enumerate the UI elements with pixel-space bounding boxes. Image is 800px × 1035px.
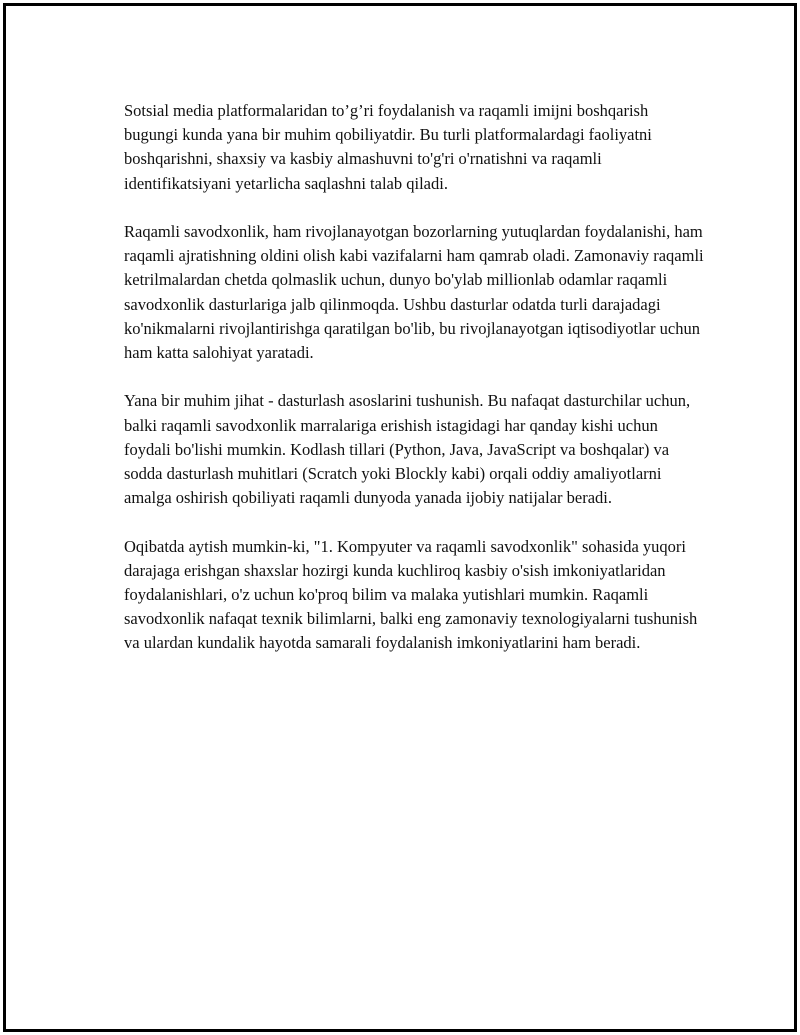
document-body <box>124 99 704 680</box>
paragraph-2: Raqamli savodxonlik, ham rivojlanayotgan bozorlarning yutuqlardan foydalanishi, ham raqamli ajratishning oldini olish kabi vazifalarni ham qamrab oladi. Zamonaviy raqamli ketrilmalardan chetda qolmaslik uchun, dunyo bo'ylab millionlab odamlar raqamli savodxonlik dasturlariga jalb qilinmoqda. Ushbu dasturlar odatda turli darajadagi ko'nikmalarni rivojlantirishga qaratilgan bo'lib, bu rivojlanayotgan iqtisodiyotlar uchun ham katta salohiyat yaratadi. <box>124 222 704 363</box>
paragraph-1: Sotsial media platformalaridan to’g’ri foydalanish va raqamli imijni boshqarish bugungi kunda yana bir muhim qobiliyatdir. Bu turli platformalardagi faoliyatni boshqarishni, shaxsiy va kasbiy almashuvni to'g'ri o'rnatishni va raqamli identifikatsiyani yetarlicha saqlashni talab qiladi. <box>124 101 652 193</box>
page-frame <box>3 3 797 1032</box>
paragraph-4: Oqibatda aytish mumkin-ki, "1. Kompyuter va raqamli savodxonlik" sohasida yuqori darajaga erishgan shaxslar hozirgi kunda kuchliroq kasbiy o'sish imkoniyatlaridan foydalanishlari, o'z uchun ko'proq bilim va malaka yutishlari mumkin. Raqamli savodxonlik nafaqat texnik bilimlarni, balki eng zamonaviy texnologiyalarni tushunish va ulardan kundalik hayotda samarali foydalanish imkoniyatlarini ham beradi. <box>124 536 698 653</box>
paragraph-3: Yana bir muhim jihat - dasturlash asoslarini tushunish. Bu nafaqat dasturchilar uchun, balki raqamli savodxonlik marralariga erishish istagidagi har qanday kishi uchun foydali bo'lishi mumkin. Kodlash tillari (Python, Java, JavaScript va boshqalar) va sodda dasturlash muhitlari (Scratch yoki Blockly kabi) orqali oddiy amaliyotlarni amalga oshirish qobiliyati raqamli dunyoda yanada ijobiy natijalar beradi. <box>124 391 691 508</box>
